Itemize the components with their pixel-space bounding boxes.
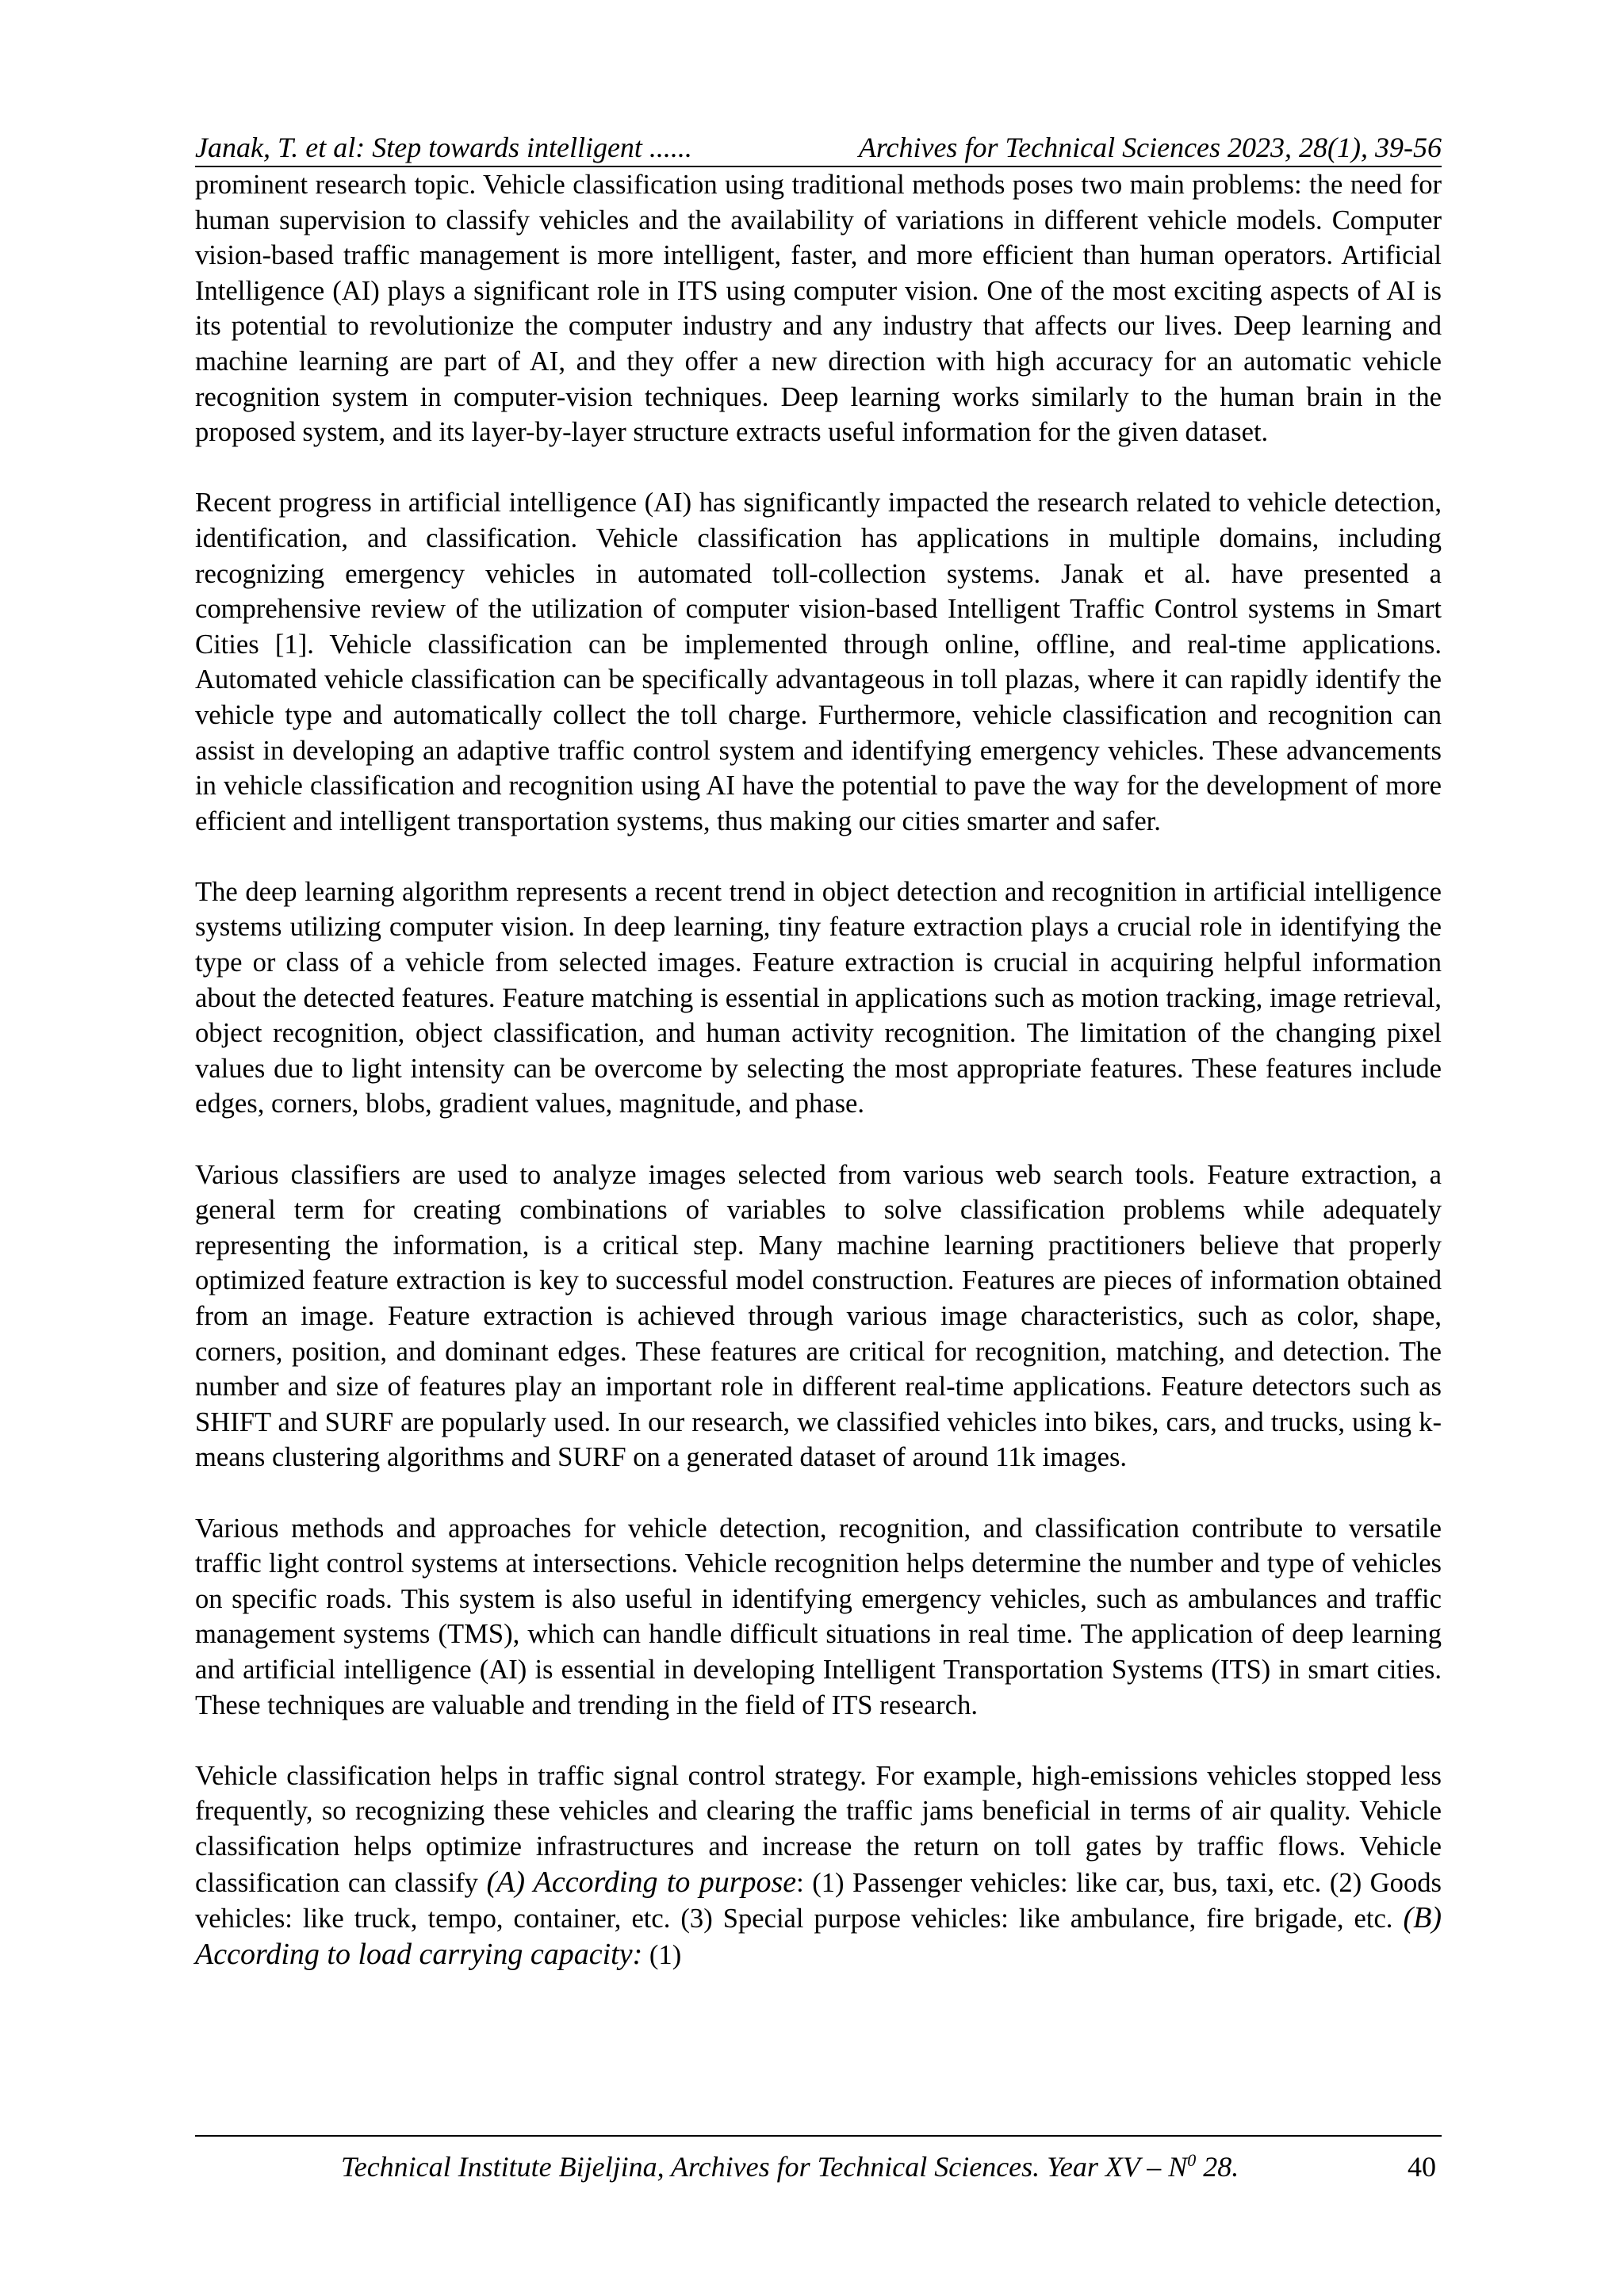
subheading-according-to-purpose: (A) According to purpose (486, 1865, 797, 1899)
paragraph-4: Various classifiers are used to analyze images selected from various web search tools. Feature extraction, a general term for creating combinations of variables to solve classification problems while adequately representing the information, is a critical step. Many machine learning practitioners believe that properly optimized feature extraction is key to successful model construction. Features are pieces of information obtained from an image. Feature extraction is achieved through various image characteristics, such as color, shape, corners, position, and dominant edges. These features are critical for recognition, matching, and detection. The number and size of features play an important role in different real-time applications. Feature detectors such as SHIFT and SURF are popularly used. In our research, we classified vehicles into bikes, cars, and trucks, using k-means clustering algorithms and SURF on a generated dataset of around 11k images. (195, 1159, 1442, 1473)
footer-journal-line (341, 2149, 1239, 2185)
paragraph-5: Various methods and approaches for vehicle detection, recognition, and classification contribute to versatile traffic light control systems at intersections. Vehicle recognition helps determine the number and type of vehicles on specific roads. This system is also useful in identifying emergency vehicles, such as ambulances and traffic management systems (TMS), which can handle difficult situations in real time. The application of deep learning and artificial intelligence (AI) is essential in developing Intelligent Transportation Systems (ITS) in smart cities. These techniques are valuable and trending in the field of ITS research. (195, 1513, 1442, 1720)
footer-text-end: 28. (1196, 2151, 1239, 2183)
header-citation: Janak, T. et al: Step towards intelligent ...... (195, 132, 692, 163)
paragraph-2: Recent progress in artificial intelligence (AI) has significantly impacted the research related to vehicle detection, identification, and classification. Vehicle classification has applications in multiple domains, including recognizing emergency vehicles in automated toll-collection systems. Janak et al. have presented a comprehensive review of the utilization of computer vision-based Intelligent Traffic Control systems in Smart Cities [1]. Vehicle classification can be implemented through online, offline, and real-time applications. Automated vehicle classification can be specifically advantageous in toll plazas, where it can rapidly identify the vehicle type and automatically collect the toll charge. Furthermore, vehicle classification and recognition can assist in developing an adaptive traffic control system and identifying emergency vehicles. These advancements in vehicle classification and recognition using AI have the potential to pave the way for the development of more efficient and intelligent transportation systems, thus making our cities smarter and safer. (195, 488, 1442, 836)
paragraph-3: The deep learning algorithm represents a recent trend in object detection and recognition in artificial intelligence systems utilizing computer vision. In deep learning, tiny feature extraction plays a crucial role in identifying the type or class of a vehicle from selected images. Feature extraction is crucial in acquiring helpful information about the detected features. Feature matching is essential in applications such as motion tracking, image retrieval, object recognition, object classification, and human activity recognition. The limitation of the changing pixel values due to light intensity can be overcome by selecting the most appropriate features. These features include edges, corners, blobs, gradient values, magnitude, and phase. (195, 876, 1442, 1119)
footer-rule (195, 2135, 1442, 2137)
paragraph-6 (195, 1758, 1442, 1973)
body-text (195, 167, 1442, 1973)
footer-text: Technical Institute Bijeljina, Archives for Technical Sciences. Year XV – N (341, 2151, 1188, 2183)
footer-superscript: 0 (1187, 2150, 1197, 2170)
subheading-according-to-load: (B) According to load carrying capacity: (195, 1901, 1442, 1971)
header-journal: Archives for Technical Sciences 2023, 28(1), 39-56 (858, 132, 1442, 163)
paragraph-6-text-3: (1) (649, 1939, 682, 1970)
paragraph-6-text-2: : (1) Passenger vehicles: like car, bus, taxi, etc. (2) Goods vehicles: like truck, tempo, container, etc. (3) Special purpose vehicles: like ambulance, fire brigade, etc. (195, 1867, 1442, 1934)
paragraph-6-text-1: Vehicle classification helps in traffic signal control strategy. For example, high-emissions vehicles stopped less frequently, so recognizing these vehicles and clearing the traffic jams beneficial in terms of air quality. Vehicle classification helps optimize infrastructures and increase the return on toll gates by traffic flows. Vehicle classification can classify (195, 1760, 1442, 1898)
paragraph-1: prominent research topic. Vehicle classification using traditional methods poses two main problems: the need for human supervision to classify vehicles and the availability of variations in different vehicle models. Computer vision-based traffic management is more intelligent, faster, and more efficient than human operators. Artificial Intelligence (AI) plays a significant role in ITS using computer vision. One of the most exciting aspects of AI is its potential to revolutionize the computer industry and any industry that affects our lives. Deep learning and machine learning are part of AI, and they offer a new direction with high accuracy for an automatic vehicle recognition system in computer-vision techniques. Deep learning works similarly to the human brain in the proposed system, and its layer-by-layer structure extracts useful information for the given dataset. (195, 170, 1442, 448)
page-number: 40 (1408, 2151, 1436, 2183)
running-header (195, 129, 1442, 167)
